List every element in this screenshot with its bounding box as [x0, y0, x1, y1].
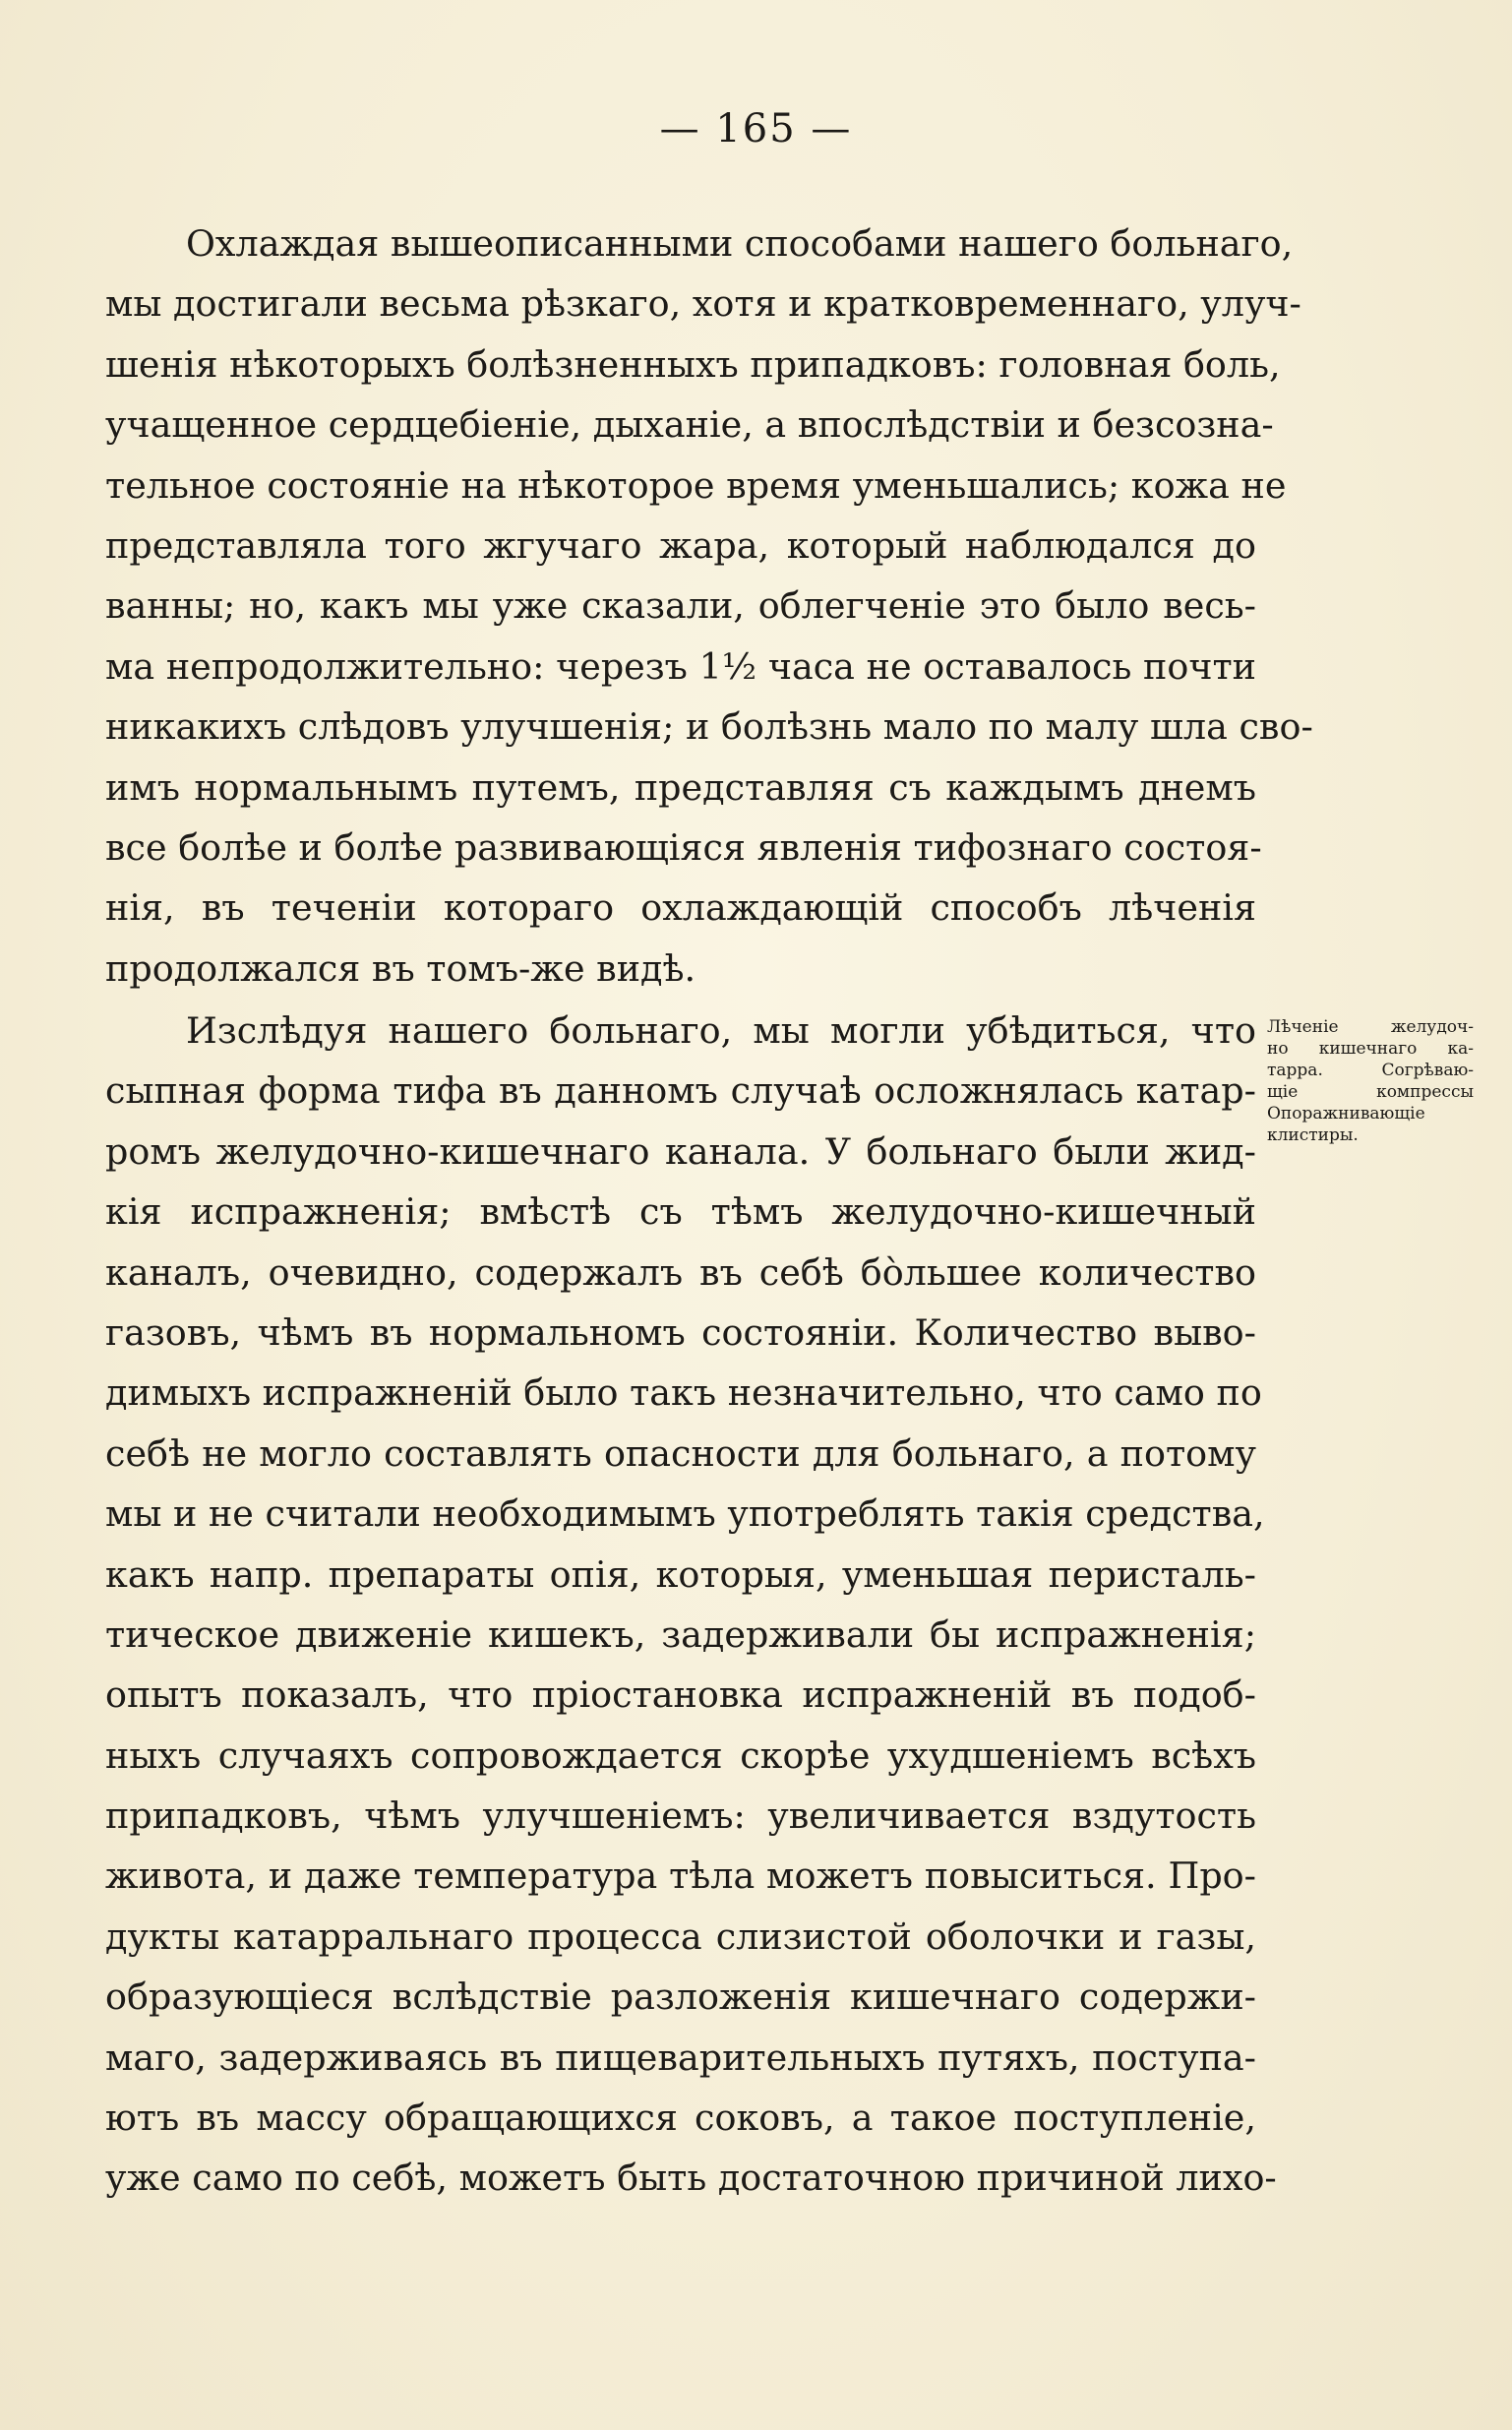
paragraph-2 — [105, 1001, 1277, 2209]
text-line: дукты катарральнаго процесса слизистой оболочки и газы, — [105, 1914, 1256, 1958]
margin-note-line: тарра. Согрѣваю- — [1267, 1061, 1474, 1080]
text-line: ромъ желудочно-кишечнаго канала. У больнаго были жид- — [105, 1129, 1256, 1173]
page-number: — 165 — — [659, 106, 853, 152]
text-line: сыпная форма тифа въ данномъ случаѣ осложнялась катар- — [105, 1069, 1256, 1113]
text-line: шенія нѣкоторыхъ болѣзненныхъ припадковъ: головная боль, — [105, 342, 1281, 386]
text-line: мы и не считали необходимымъ употреблять такія средства, — [105, 1492, 1265, 1536]
text-line: Изслѣдуя нашего больнаго, мы могли убѣдиться, что — [186, 1009, 1256, 1052]
paragraph-1 — [105, 213, 1313, 999]
text-line: ма непродолжительно: черезъ 1½ часа не оставалось почти — [105, 644, 1256, 688]
text-line: ванны; но, какъ мы уже сказали, облегченіе это было весь- — [105, 584, 1256, 628]
text-line: имъ нормальнымъ путемъ, представляя съ каждымъ днемъ — [105, 765, 1256, 809]
text-line: газовъ, чѣмъ въ нормальномъ состояніи. Количество выво- — [105, 1310, 1256, 1354]
text-line: маго, задерживаясь въ пищеварительныхъ путяхъ, поступа- — [105, 2035, 1256, 2079]
text-line: живота, и даже температура тѣла можетъ повыситься. Про- — [105, 1854, 1256, 1898]
text-line: опытъ показалъ, что пріостановка испражненій въ подоб- — [105, 1673, 1256, 1717]
text-line: тельное состояніе на нѣкоторое время уменьшались; кожа не — [105, 463, 1287, 507]
margin-note — [1267, 1016, 1474, 1146]
text-line: Охлаждая вышеописанными способами нашего больнаго, — [186, 222, 1294, 265]
text-line: учащенное сердцебіеніе, дыханіе, а впослѣдствіи и безсозна- — [105, 403, 1274, 447]
text-line: ныхъ случаяхъ сопровождается скорѣе ухудшеніемъ всѣхъ — [105, 1733, 1256, 1777]
text-line: мы достигали весьма рѣзкаго, хотя и кратковременнаго, улуч- — [105, 282, 1301, 326]
text-line: каналъ, очевидно, содержалъ въ себѣ бо̀льшее количество — [105, 1250, 1256, 1294]
margin-note-line: Лѣченіе желудоч- — [1267, 1017, 1474, 1037]
text-line: все болѣе и болѣе развивающіяся явленія тифознаго состоя- — [105, 825, 1262, 869]
margin-note-line: клистиры. — [1267, 1125, 1359, 1145]
text-line: образующіеся вслѣдствіе разложенія кишечнаго содержи- — [105, 1975, 1256, 2019]
text-line: представляла того жгучаго жара, который наблюдался до — [105, 523, 1256, 567]
text-line: ютъ въ массу обращающихся соковъ, а такое поступленіе, — [105, 2096, 1256, 2140]
text-line: припадковъ, чѣмъ улучшеніемъ: увеличивается вздутость — [105, 1794, 1256, 1838]
text-line: какъ напр. препараты опія, которыя, уменьшая перисталь- — [105, 1552, 1256, 1596]
text-line: продолжался въ томъ-же видѣ. — [105, 946, 696, 990]
text-line: себѣ не могло составлять опасности для больнаго, а потому — [105, 1431, 1256, 1475]
margin-note-line: но кишечнаго ка- — [1267, 1039, 1474, 1059]
margin-note-line: щіе компрессы — [1267, 1082, 1474, 1102]
text-line: уже само по себѣ, можетъ быть достаточною причиной лихо- — [105, 2157, 1277, 2200]
text-line: кія испражненія; вмѣстѣ съ тѣмъ желудочно-кишечный — [105, 1190, 1256, 1234]
text-line: нія, въ теченіи котораго охлаждающій способъ лѣченія — [105, 886, 1256, 930]
text-line: никакихъ слѣдовъ улучшенія; и болѣзнь мало по малу шла сво- — [105, 705, 1313, 749]
text-line: тическое движеніе кишекъ, задерживали бы испражненія; — [105, 1612, 1256, 1656]
text-line: димыхъ испражненій было такъ незначительно, что само по — [105, 1371, 1262, 1415]
margin-note-line: Опоражнивающіе — [1267, 1104, 1425, 1124]
